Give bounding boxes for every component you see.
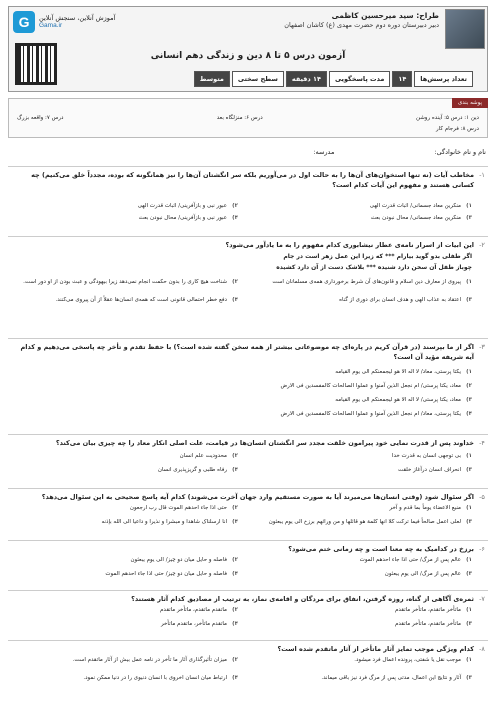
- option-4[interactable]: ۴) عبور نبی و بازآفرینی/ محال نبودن بعث: [138, 215, 238, 221]
- question-2: [8, 236, 488, 332]
- question-text: اگر از ما بپرسند (در قرآن کریم در پاره‌ای چه موضوعاتی بیشتر از همه سخن گفته شده است؟) با حفظ تقدم و تأخر چه پاسخی می‌دهیم و کدام آیه شریفه مؤید آن است؟: [20, 343, 474, 362]
- question-number: ۴-: [479, 439, 485, 447]
- option-4[interactable]: ۴) ماتقدم ماتأخر، ماتقدم ماتأخر: [161, 621, 238, 627]
- question-5: [8, 488, 488, 538]
- option-2[interactable]: ۲) فاصله و حایل میان دو چیز/ الی یوم یبعثون: [130, 557, 238, 563]
- question-number: ۶-: [479, 545, 485, 553]
- option-1[interactable]: ۱) موجب نقل یا شفتی، پرونده اعمال فرد میشود.: [354, 657, 472, 663]
- question-8: [8, 640, 488, 700]
- brand-tagline: آموزش آنلاین، سنجش آنلاین: [39, 13, 116, 22]
- option-3[interactable]: ۳) عالم پس از مرگ/ الی یوم یبعثون: [384, 571, 472, 577]
- option-3[interactable]: ۳) معاد، یکتا پرستی/ لا اله الا هو لیجمعنکم الی یوم القیامه: [335, 397, 472, 403]
- option-3[interactable]: ۳) لعلی اعمل صالحاً فیما ترکت کلا انها کلمة هو قائلها و من ورائهم برزخ الی یوم یبعثون: [268, 519, 472, 525]
- question-text: مخاطب آیات (نه تنها استخوان‌های آن‌ها را به حالت اول در می‌آوریم بلکه سر انگشتان آن‌ها را نیز همانگونه که بوده، مجدداً خلق می‌کنیم) چه کسانی هستند و مفهوم این آیات کدام است؟: [31, 171, 474, 190]
- question-number: ۳-: [479, 343, 485, 351]
- option-3[interactable]: ۳) منکرین معاد جسمانی/ محال نبودن بعث: [370, 215, 472, 221]
- option-1[interactable]: ۱) منکرین معاد جسمانی/ اثبات قدرت الهی: [369, 203, 472, 209]
- option-3[interactable]: ۳) ماتأخر ماتقدم، ماتأخر ماتقدم: [395, 621, 472, 627]
- designer-name: طراح: سید میرحسین کاظمی: [331, 11, 439, 20]
- question-number: ۸-: [479, 645, 485, 653]
- option-3[interactable]: ۳) انحراف انسان درآغاز خلقت: [397, 467, 472, 473]
- question-1: [8, 166, 488, 226]
- option-4[interactable]: ۴) ارتباط میان انسان اخروی با انسان دنیوی را در دنیا ممکن نمود.: [83, 675, 238, 681]
- option-2[interactable]: ۲) معاد، یکتا پرستی/ ام نجعل الذین آمنوا و عملوا الصالحات کالمفسدین فی الارض: [280, 383, 472, 389]
- option-1[interactable]: ۱) بی توجهی انسان به قدرت خدا: [391, 453, 472, 459]
- question-number: ۱-: [479, 171, 485, 179]
- question-6: [8, 540, 488, 588]
- exam-title: آزمون درس ۵ تا ۸ دین و زندگی دهم انسانی: [150, 51, 346, 61]
- student-info: [10, 148, 486, 156]
- stat-duration-label: مدت پاسخگویی: [329, 71, 390, 87]
- question-text: کدام ویژگی موجب تمایز آثار ماتأخر از آثار ماتقدم شده است؟: [277, 645, 474, 653]
- question-text: برزخ در کدامیک به چه معنا است و چه زمانی ختم می‌شود؟: [288, 545, 474, 553]
- option-3[interactable]: ۳) اعتقاد به عذاب الهی و هدف انسان برای دوری از گناه: [339, 297, 472, 303]
- stat-difficulty-label: سطح سختی: [232, 71, 284, 87]
- option-1[interactable]: ۱) ماتأخر ماتقدم، ماتأخر ماتقدم: [395, 607, 472, 613]
- designer-photo: [445, 9, 485, 49]
- qr-code-icon: [15, 43, 57, 85]
- lesson-item: درس ۸: فرجام کار: [436, 126, 479, 132]
- question-3: [8, 338, 488, 430]
- gama-logo-icon: G: [13, 11, 35, 33]
- brand-url: Gama.ir: [39, 22, 63, 29]
- option-1[interactable]: ۱) عالم پس از مرگ/ حتی اذا جاء احدهم الموت: [359, 557, 472, 563]
- poem-line: اگر طفلی بدو گوید بیارام *** که زیرا این عمل زهر است در جام: [283, 253, 472, 260]
- option-1[interactable]: ۱) منیع الاعضاء یوماً بما قدم و آخر: [389, 505, 472, 511]
- question-7: [8, 590, 488, 638]
- designer-school: دبیر دبیرستان دوره دوم حضرت مهدی (ع) کاشان اصفهان: [284, 21, 439, 29]
- student-name-label: نام و نام خانوادگی:: [434, 148, 486, 156]
- option-4[interactable]: ۴) یکتا پرستی، معاد/ ام نجعل الذین آمنوا و عملوا الصالحات کالمفسدین فی الارض: [280, 411, 472, 417]
- stat-difficulty-value: متوسط: [194, 71, 230, 87]
- stat-count-value: ۱۴: [392, 71, 412, 87]
- option-2[interactable]: ۲) حتی اذا جاء احدهم الموت قال رب ارجعون: [129, 505, 238, 511]
- question-text: اگر سئوال شود (وقتی انسان‌ها می‌میرند آیا به صورت مستقیم وارد جهان آخرت می‌شوند) کدام آیه پاسخ صحیحی به این سئوال می‌دهد؟: [41, 493, 474, 501]
- option-2[interactable]: ۲) محدودیت علم انسان: [179, 453, 238, 459]
- question-text: ثمره‌ی آگاهی از گناه، روزه گرفتن، انفاق برای مردگان و اقامه‌ی نماز، به ترتیب از مصادیق کدام آثار هستند؟: [131, 595, 474, 603]
- option-1[interactable]: ۱) پیروی از معارف دین اسلام و قانون‌های آن شرط برخورداری همه‌ی مسلمانان است: [272, 279, 472, 285]
- exam-header: [8, 6, 488, 92]
- question-number: ۵-: [479, 493, 485, 501]
- option-3[interactable]: ۳) آثار و نتایج این اعمال، مدتی پس از مرگ فرد نیز باقی میماند.: [321, 675, 472, 681]
- question-number: ۷-: [479, 595, 485, 603]
- question-text: خداوند پس از قدرت نمایی خود پیرامون خلقت مجدد سر انگشتان انسان‌ها در قیامت، علت اصلی انکار معاد را چه چیزی بیان می‌کند؟: [55, 439, 474, 447]
- exam-stats: [194, 71, 473, 87]
- option-2[interactable]: ۲) میزان تأثیرگذاری آثار ما تأخر در نامه عمل بیش از آثار ماتقدم است.: [72, 657, 238, 663]
- lesson-tag: پوشه بندی: [452, 98, 488, 108]
- question-text: این ابیات از اسرار نامه‌ی عطار نیشابوری کدام مفهوم را به ما یادآور می‌شود؟: [225, 241, 474, 249]
- lesson-item: درس ۶: منزلگاه بعد: [216, 115, 263, 121]
- school-label: مدرسه:: [313, 148, 335, 156]
- option-4[interactable]: ۴) دفع خطر احتمالی قانونی است که همه‌ی انسان‌ها عقلاً از آن پیروی می‌کنند.: [55, 297, 238, 303]
- lesson-item: درس ۷: واقعه بزرگ: [17, 115, 64, 121]
- stat-count-label: تعداد پرسش‌ها: [414, 71, 473, 87]
- option-1[interactable]: ۱) یکتا پرستی، معاد/ لا اله الا هو لیجمعنکم الی یوم القیامه: [335, 369, 472, 375]
- lesson-section: [8, 98, 488, 138]
- gama-logo[interactable]: [13, 11, 115, 33]
- option-4[interactable]: ۴) رفاه طلبی و گریزپذیری انسان: [157, 467, 238, 473]
- poem-line: چوباز طفل آن سخن دارد شنیده *** بلاشک دست از آن دارد کشیده: [276, 264, 472, 271]
- stat-duration-value: ۱۴ دقیقه: [286, 71, 327, 87]
- option-2[interactable]: ۲) ماتقدم ماتقدم، ماتأخر ماتقدم: [160, 607, 238, 613]
- option-4[interactable]: ۴) انا ارسلناک شاهدا و مبشرا و نذیرا و داعیا الی الله بإذنه: [101, 519, 238, 525]
- option-2[interactable]: ۲) عبور نبی و بازآفرینی/ اثبات قدرت الهی: [137, 203, 238, 209]
- lesson-item: دین ۱: درس ۵: آینده روشن: [416, 115, 479, 121]
- question-4: [8, 434, 488, 486]
- question-number: ۲-: [479, 241, 485, 249]
- option-4[interactable]: ۴) فاصله و حایل میان دو چیز/ حتی اذا جاء احدهم الموت: [105, 571, 238, 577]
- option-2[interactable]: ۲) شناخت هیچ کاری را بدون حکمت انجام نمی‌دهد زیرا بیهودگی و عبث بودن از او دور است.: [23, 279, 238, 285]
